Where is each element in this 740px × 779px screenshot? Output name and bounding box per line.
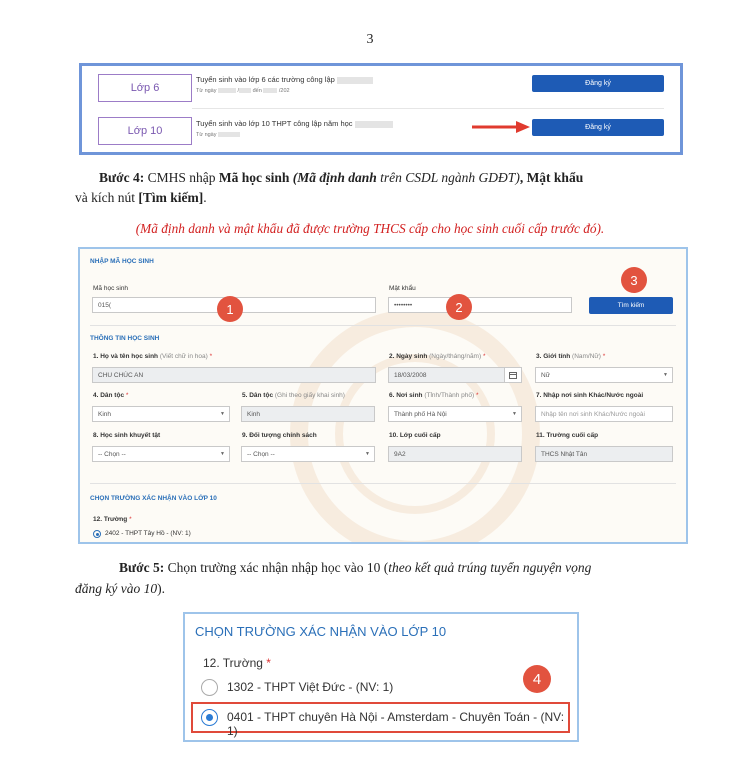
- marker-2: 2: [446, 294, 472, 320]
- credentials-note: (Mã định danh và mật khẩu đã được trường THCS cấp cho học sinh cuối cấp trước đó).: [135, 221, 605, 236]
- student-lookup-form-screenshot: [78, 247, 688, 544]
- calendar-icon[interactable]: [504, 368, 521, 382]
- other-birthplace-label: 7. Nhập nơi sinh Khác/Nước ngoài: [536, 392, 644, 399]
- school-radio-option-2-selected[interactable]: [201, 709, 218, 726]
- disability-select[interactable]: -- Chọn -- ▼: [92, 446, 230, 462]
- ethnicity-birthcert-field[interactable]: Kinh: [241, 406, 375, 422]
- marker-3: 3: [621, 267, 647, 293]
- grade-10-box[interactable]: Lớp 10: [98, 117, 192, 145]
- final-school-field[interactable]: THCS Nhật Tân: [535, 446, 673, 462]
- ethnicity-birthcert-label: 5. Dân tộc (Ghi theo giấy khai sinh): [242, 392, 345, 399]
- chevron-down-icon: ▼: [220, 451, 225, 457]
- dob-label: 2. Ngày sinh (Ngày/tháng/năm) *: [389, 353, 486, 360]
- final-class-field[interactable]: 9A2: [388, 446, 522, 462]
- step-5-text-line2: đăng ký vào 10).: [75, 581, 165, 596]
- grade-registration-screenshot: [79, 63, 683, 155]
- school-label-zoom: 12. Trường *: [203, 656, 271, 670]
- school-selection-screenshot: [183, 612, 579, 742]
- policy-label: 9. Đối tượng chính sách: [242, 432, 317, 439]
- step-5-text: Bước 5: Chọn trường xác nhận nhập học vào 10 (theo kết quả trúng tuyển nguyện vọng: [119, 560, 592, 575]
- policy-select[interactable]: -- Chọn -- ▼: [241, 446, 375, 462]
- student-code-input[interactable]: 015(: [92, 297, 376, 313]
- school-radio-selected[interactable]: [93, 530, 101, 538]
- school-option-label: 2402 - THPT Tây Hồ - (NV: 1): [105, 530, 191, 537]
- school-label: 12. Trường *: [93, 516, 132, 523]
- gender-label: 3. Giới tính (Nam/Nữ) *: [536, 353, 606, 360]
- password-input[interactable]: ••••••••: [388, 297, 572, 313]
- birthplace-select[interactable]: Thành phố Hà Nội ▼: [388, 406, 522, 422]
- step-4-text-line2: và kích nút [Tìm kiếm].: [75, 190, 207, 205]
- marker-1: 1: [217, 296, 243, 322]
- section-info-title: THÔNG TIN HỌC SINH: [90, 335, 160, 342]
- final-school-label: 11. Trường cuối cấp: [536, 432, 599, 439]
- ethnicity-label: 4. Dân tộc *: [93, 392, 129, 399]
- divider: [90, 483, 676, 484]
- school-radio-option-1[interactable]: [201, 679, 218, 696]
- fullname-label: 1. Họ và tên học sinh (Viết chữ in hoa) *: [93, 353, 213, 360]
- marker-4: 4: [523, 665, 551, 693]
- password-label: Mật khẩu: [389, 285, 416, 292]
- red-arrow-icon: [470, 120, 532, 134]
- section-login-title: NHẬP MÃ HỌC SINH: [90, 258, 154, 265]
- search-button[interactable]: Tìm kiếm: [589, 297, 673, 314]
- other-birthplace-input[interactable]: Nhập tên nơi sinh Khác/Nước ngoài: [535, 406, 673, 422]
- section-school-title: CHỌN TRƯỜNG XÁC NHẬN VÀO LỚP 10: [90, 495, 217, 502]
- step-4-text: Bước 4: CMHS nhập Mã học sinh (Mã định danh trên CSDL ngành GDĐT), Mật khẩu: [99, 170, 584, 185]
- divider: [90, 325, 676, 326]
- register-button-grade-6[interactable]: Đăng ký: [532, 75, 664, 92]
- final-class-label: 10. Lớp cuối cấp: [389, 432, 441, 439]
- disability-label: 8. Học sinh khuyết tật: [93, 432, 161, 439]
- school-option-1-label: 1302 - THPT Việt Đức - (NV: 1): [227, 680, 394, 694]
- dob-field[interactable]: 18/03/2008: [388, 367, 522, 383]
- gender-select[interactable]: Nữ ▼: [535, 367, 673, 383]
- page-number: 3: [366, 32, 374, 47]
- chevron-down-icon: ▼: [220, 411, 225, 417]
- register-button-grade-10[interactable]: Đăng ký: [532, 119, 664, 136]
- ethnicity-select[interactable]: Kinh ▼: [92, 406, 230, 422]
- school-option-2-label: 0401 - THPT chuyên Hà Nội - Amsterdam - Chuyên Toán - (NV: 1): [227, 710, 565, 738]
- chevron-down-icon: ▼: [512, 411, 517, 417]
- birthplace-label: 6. Nơi sinh (Tỉnh/Thành phố) *: [389, 392, 479, 399]
- grade-6-title: Tuyển sinh vào lớp 6 các trường công lập: [196, 75, 373, 84]
- student-code-label: Mã học sinh: [93, 285, 129, 292]
- fullname-field[interactable]: CHU CHÚC AN: [92, 367, 376, 383]
- grade-6-box[interactable]: Lớp 6: [98, 74, 192, 102]
- grade-6-dates: Từ ngày / đến /202: [196, 88, 290, 94]
- grade-10-title: Tuyển sinh vào lớp 10 THPT công lập năm học: [196, 119, 393, 128]
- section-school-title-zoom: CHỌN TRƯỜNG XÁC NHẬN VÀO LỚP 10: [195, 624, 447, 639]
- chevron-down-icon: ▼: [365, 451, 370, 457]
- row-divider: [192, 108, 664, 109]
- grade-10-dates: Từ ngày: [196, 132, 240, 138]
- chevron-down-icon: ▼: [663, 372, 668, 378]
